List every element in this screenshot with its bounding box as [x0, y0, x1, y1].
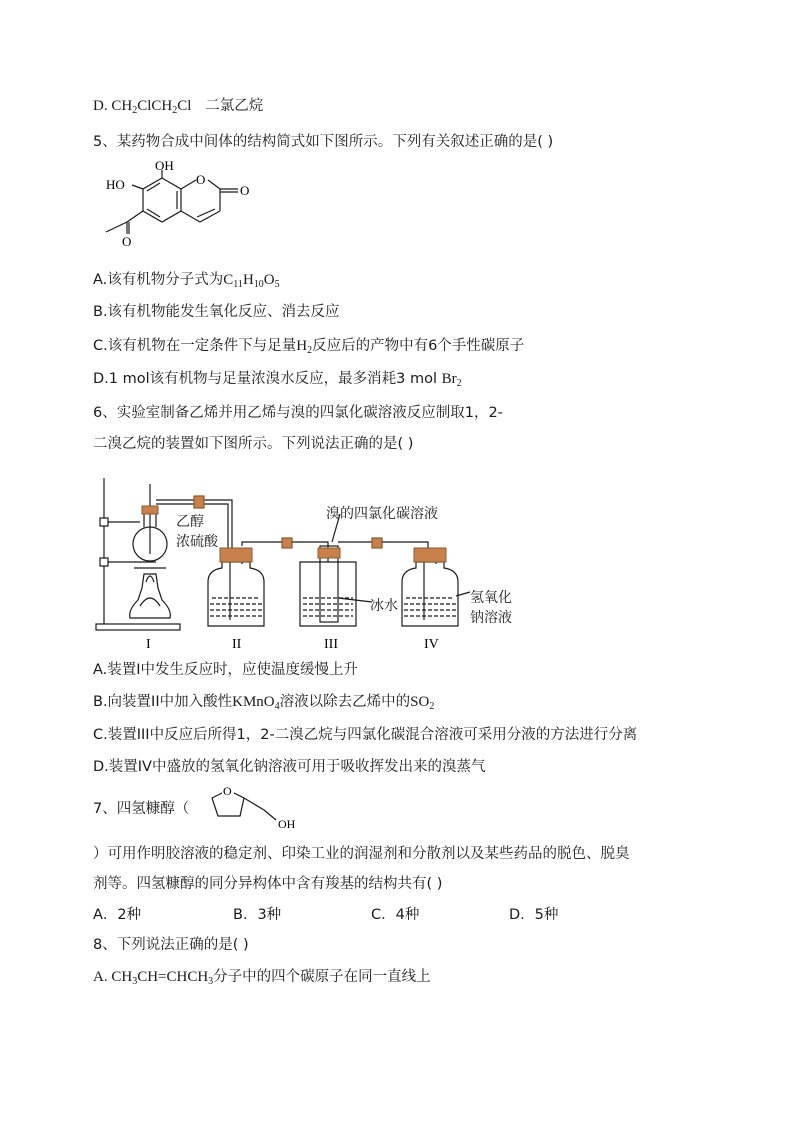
q6-option-d: D.装置IV中盛放的氢氧化钠溶液可用于吸收挥发出来的溴蒸气 — [93, 759, 486, 775]
q7-stem-line2: ）可用作明胶溶液的稳定剂、印染工业的润湿剂和分散剂以及某些药品的脱色、脱臭 — [93, 846, 630, 862]
label-naoh-line2: 钠溶液 — [470, 610, 512, 626]
formula-molecular: $C_{11}H_{10}O_5$ — [223, 272, 280, 290]
label-roman-4: IV — [424, 637, 439, 652]
label-roman-1: I — [146, 637, 151, 652]
q8-stem: 8、下列说法正确的是( ) — [93, 937, 249, 953]
label-acetyl-oxygen: O — [122, 234, 132, 249]
q7-stem-start: 7、四氢糠醇（ — [93, 801, 190, 817]
q7-stem-line3: 剂等。四氢糠醇的同分异构体中含有羧基的结构共有( ) — [93, 876, 443, 892]
q7-option-d: D．5种 — [509, 907, 559, 923]
q6-option-c: C.装置III中反应后所得1，2-二溴乙烷与四氯化碳混合溶液可采用分液的方法进行分离 — [93, 727, 638, 743]
q6-option-b: B.向装置II中加入酸性KMnO$_4$溶液以除去乙烯中的$SO_2$ — [93, 694, 435, 712]
q7-structure-diagram — [206, 780, 306, 832]
label-ice-water: 冰水 — [370, 598, 398, 614]
q6-stem-line2: 二溴乙烷的装置如下图所示。下列说法正确的是( ) — [93, 436, 414, 452]
q6-stem-line1: 6、实验室制备乙烯并用乙烯与溴的四氯化碳溶液反应制取1，2- — [93, 405, 503, 421]
q7-option-b: B．3种 — [233, 907, 282, 923]
q5-option-b: B.该有机物能发生氧化反应、消去反应 — [93, 304, 340, 320]
label-conc-sulfuric-acid: 浓硫酸 — [176, 534, 218, 550]
label-roman-3: III — [324, 637, 338, 652]
label-roman-2: II — [232, 637, 242, 652]
formula-dichloroethane: $CH_2ClCH_2Cl$ — [111, 98, 192, 116]
label-ho-left: HO — [106, 177, 125, 192]
label-ring-oxygen: O — [196, 172, 206, 187]
q7-option-a: A．2种 — [93, 907, 142, 923]
label-carbonyl-oxygen: O — [240, 183, 250, 198]
label-bromine-solution: 溴的四氯化碳溶液 — [326, 506, 438, 522]
q6-apparatus-diagram — [92, 470, 532, 655]
q7-option-c: C．4种 — [371, 907, 420, 923]
q5-option-c: C.该有机物在一定条件下与足量$H_2$反应后的产物中有6个手性碳原子 — [93, 338, 525, 356]
label-ethanol: 乙醇 — [176, 514, 204, 530]
label-oh-top: OH — [155, 160, 174, 173]
q4-option-d: D. $CH_2ClCH_2Cl$ 二氯乙烷 — [93, 98, 264, 116]
label-naoh-line1: 氢氧化 — [470, 590, 512, 606]
q8-option-a: A. $CH_3CH=CHCH_3$分子中的四个碳原子在同一直线上 — [93, 969, 431, 987]
q5-option-d: D.1 mol该有机物与足量浓溴水反应，最多消耗3 mol $Br_2$ — [93, 371, 462, 389]
q6-option-a: A.装置I中发生反应时，应使温度缓慢上升 — [93, 662, 359, 678]
q5-option-a: A.该有机物分子式为$C_{11}H_{10}O_5$ — [93, 272, 280, 290]
label-oh-q7: OH — [278, 817, 296, 831]
q5-structure-diagram — [100, 160, 270, 250]
label-ring-oxygen-q7: O — [223, 784, 232, 798]
q5-stem: 5、某药物合成中间体的结构简式如下图所示。下列有关叙述正确的是( ) — [93, 134, 554, 150]
